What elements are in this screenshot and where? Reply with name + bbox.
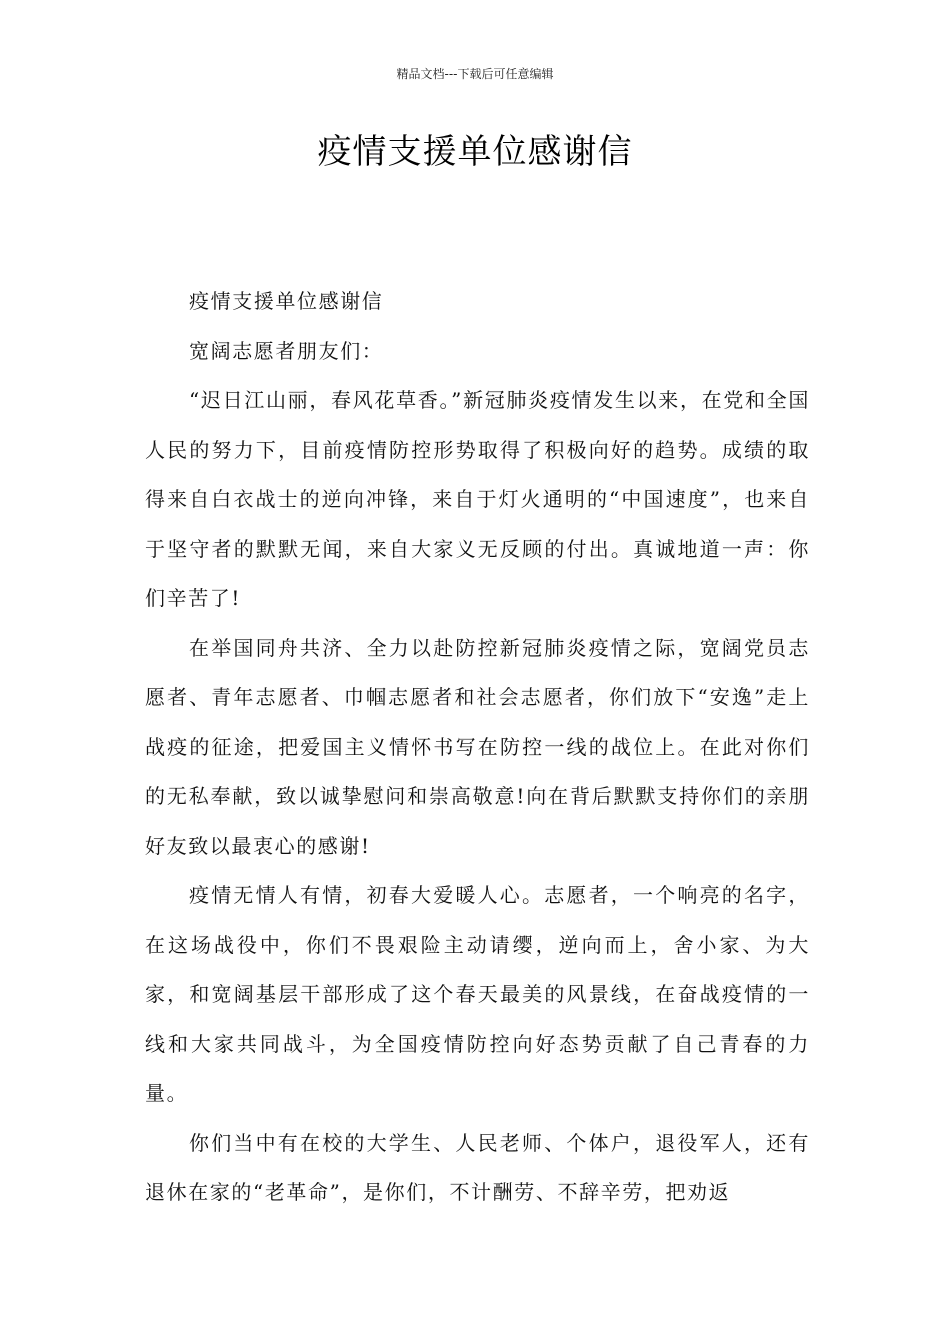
paragraph-salutation: 宽阔志愿者朋友们： <box>189 338 384 363</box>
paragraph-2: 在举国同舟共济、全力以赴防控新冠肺炎疫情之际，宽阔党员志愿者、青年志愿者、巾帼志愿者和社会志愿者，你们放下“安逸”走上战疫的征途，把爱国主义情怀书写在防控一线的战位上。在此对你们的无私奉献，致以诚挚慰问和崇高敬意!向在背后默默支持你们的亲朋好友致以最衷心的感谢! <box>145 635 810 858</box>
paragraph-letter-heading: 疫情支援单位感谢信 <box>189 289 384 313</box>
header-note: 精品文档---下载后可任意编辑 <box>396 67 554 81</box>
document-title: 疫情支援单位感谢信 <box>317 132 633 172</box>
letter-body <box>145 277 810 1218</box>
paragraph-4: 你们当中有在校的大学生、人民老师、个体户，退役军人，还有退休在家的“老革命”，是你们，不计酬劳、不辞辛劳，把劝返 <box>145 1130 810 1204</box>
paragraph-1: “迟日江山丽，春风花草香。”新冠肺炎疫情发生以来，在党和全国人民的努力下，目前疫情防控形势取得了积极向好的趋势。成绩的取得来自白衣战士的逆向冲锋，来自于灯火通明的“中国速度”，也来自于坚守者的默默无闻，来自大家义无反顾的付出。真诚地道一声：你们辛苦了! <box>145 388 810 610</box>
paragraph-3: 疫情无情人有情，初春大爱暖人心。志愿者，一个响亮的名字，在这场战役中，你们不畏艰险主动请缨，逆向而上，舍小家、为大家，和宽阔基层干部形成了这个春天最美的风景线，在奋战疫情的一线和大家共同战斗，为全国疫情防控向好态势贡献了自己青春的力量。 <box>145 883 810 1105</box>
